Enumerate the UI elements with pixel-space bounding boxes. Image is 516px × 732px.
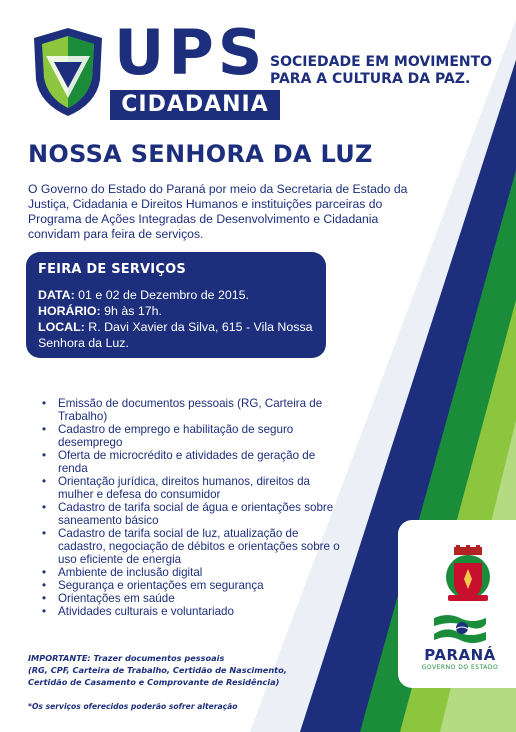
parana-logo-text: PARANÁ: [424, 646, 496, 664]
fair-date-label: DATA:: [38, 288, 75, 302]
list-item: • Ambiente de inclusão digital: [40, 566, 340, 579]
fair-place-value: R. Davi Xavier da Silva, 615 - Vila Nossa Senhora da Luz.: [38, 320, 313, 350]
coat-of-arms-icon: [440, 545, 496, 605]
fair-date: [38, 287, 314, 303]
fair-date-value: 01 e 02 de Dezembro de 2015.: [78, 288, 249, 302]
list-item: • Orientações em saúde: [40, 592, 340, 605]
disclaimer: *Os serviços oferecidos poderão sofrer alteração: [28, 702, 238, 711]
note-line-3: Certidão de Casamento e Comprovante de Residência): [28, 677, 280, 687]
ups-cidadania-logo: [30, 16, 270, 124]
fair-time-label: HORÁRIO:: [38, 304, 101, 318]
intro-paragraph: O Governo do Estado do Paraná por meio da Secretaria de Estado da Justiça, Cidadania e Direitos Humanos e instituições parceiras do Programa de Ações Integradas de Desenvolvimento e Cidadania convidam para feira de serviços.: [28, 182, 408, 241]
important-note: [28, 652, 288, 688]
list-item: • Atividades culturais e voluntariado: [40, 605, 340, 618]
list-item: • Orientação jurídica, direitos humanos, direitos da mulher e defesa do consumidor: [40, 475, 340, 501]
parana-flag-icon: [432, 612, 488, 646]
list-item: • Cadastro de tarifa social de luz, atualização de cadastro, negociação de débitos e orientações sobre o uso eficiente de energia: [40, 527, 340, 566]
fair-title: FEIRA DE SERVIÇOS: [38, 262, 186, 277]
fair-place: [38, 319, 314, 351]
list-item: • Segurança e orientações em segurança: [40, 579, 340, 592]
services-list: [40, 397, 340, 618]
fair-time: [38, 303, 314, 319]
list-item: • Cadastro de emprego e habilitação de seguro desemprego: [40, 423, 340, 449]
note-line-2: (RG, CPF, Carteira de Trabalho, Certidão de Nascimento,: [28, 665, 287, 675]
list-item: • Oferta de microcrédito e atividades de geração de renda: [40, 449, 340, 475]
note-line-1: IMPORTANTE: Trazer documentos pessoais: [28, 653, 225, 663]
fair-place-label: LOCAL:: [38, 320, 85, 334]
tagline-line-2: PARA A CULTURA DA PAZ.: [270, 71, 471, 87]
list-item: • Cadastro de tarifa social de água e orientações sobre saneamento básico: [40, 501, 340, 527]
shield-icon: [30, 26, 106, 118]
governo-estado-text: GOVERNO DO ESTADO: [421, 664, 499, 671]
logo-ups-text: UPS: [114, 16, 267, 89]
tagline-line-1: SOCIEDADE EM MOVIMENTO: [270, 54, 493, 70]
logo-cidadania-text: CIDADANIA: [110, 90, 280, 120]
fair-info-box: [26, 252, 326, 358]
fair-time-value: 9h às 17h.: [104, 304, 162, 318]
list-item: • Emissão de documentos pessoais (RG, Carteira de Trabalho): [40, 397, 340, 423]
page-title: NOSSA SENHORA DA LUZ: [28, 140, 373, 168]
tagline: [270, 54, 500, 88]
